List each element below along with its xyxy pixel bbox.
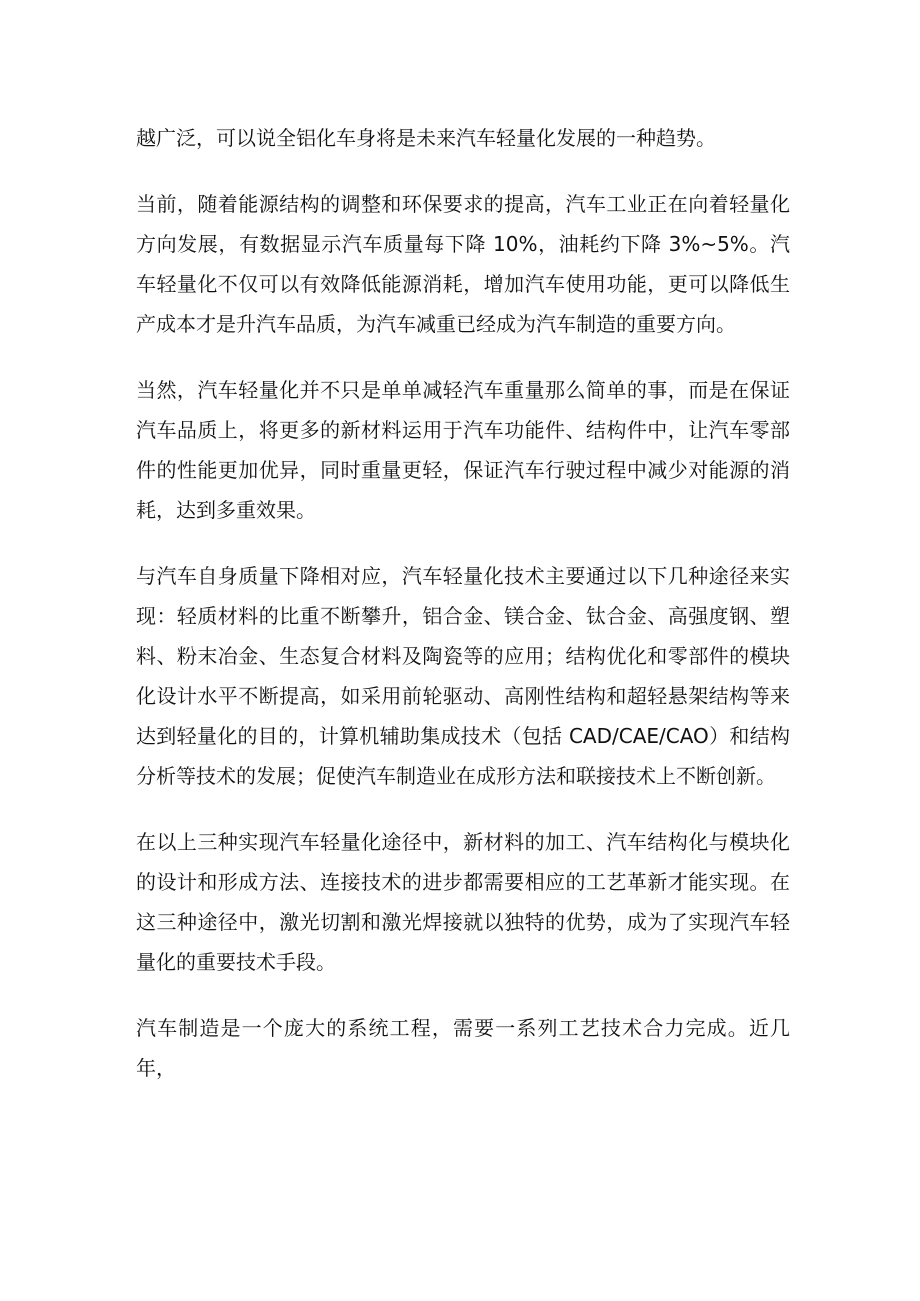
document-body	[136, 118, 790, 1114]
paragraph-6: 汽车制造是一个庞大的系统工程，需要一系列工艺技术合力完成。近几年，	[136, 1016, 790, 1080]
paragraph-4: 与汽车自身质量下降相对应，汽车轻量化技术主要通过以下几种途径来实现：轻质材料的比重不断攀升，铝合金、镁合金、钛合金、高强度钢、塑料、粉末冶金、生态复合材料及陶瓷等的应用；结构优化和零部件的模块化设计水平不断提高，如采用前轮驱动、高刚性结构和超轻悬架结构等来达到轻量化的目的，计算机辅助集成技术（包括 CAD/CAE/CAO）和结构分析等技术的发展；促使汽车制造业在成形方法和联接技术上不断创新。	[136, 564, 790, 788]
paragraph-5: 在以上三种实现汽车轻量化途径中，新材料的加工、汽车结构化与模块化的设计和形成方法、连接技术的进步都需要相应的工艺革新才能实现。在这三种途径中，激光切割和激光焊接就以独特的优势，成为了实现汽车轻量化的重要技术手段。	[136, 830, 790, 974]
paragraph-1: 越广泛，可以说全铝化车身将是未来汽车轻量化发展的一种趋势。	[136, 126, 716, 150]
paragraph-2: 当前，随着能源结构的调整和环保要求的提高，汽车工业正在向着轻量化方向发展，有数据显示汽车质量每下降 10%，油耗约下降 3%~5%。汽车轻量化不仅可以有效降低能源消耗，增加汽车使用功能，更可以降低生产成本才是升汽车品质，为汽车减重已经成为汽车制造的重要方向。	[136, 192, 790, 336]
paragraph-3: 当然，汽车轻量化并不只是单单减轻汽车重量那么简单的事，而是在保证汽车品质上，将更多的新材料运用于汽车功能件、结构件中，让汽车零部件的性能更加优异，同时重量更轻，保证汽车行驶过程中减少对能源的消耗，达到多重效果。	[136, 378, 790, 522]
